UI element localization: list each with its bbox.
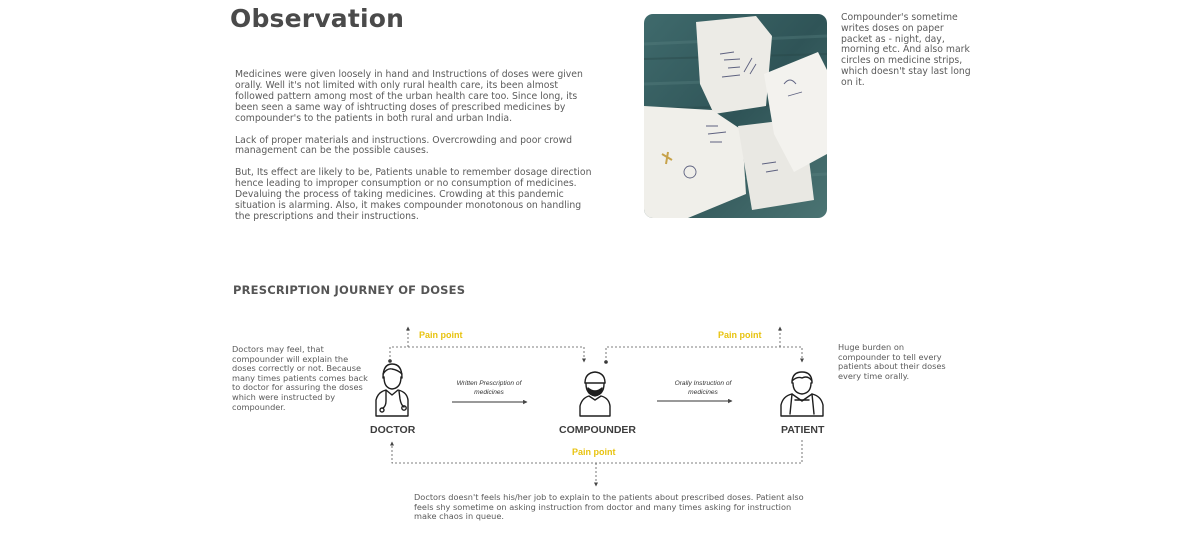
compounder-pain-note: Huge burden on compounder to tell every patients about their doses every time orally. <box>838 342 946 381</box>
observation-paragraph: But, Its effect are likely to be, Patients unable to remember dosage direction hence leading to improper consumption or no consumption of medicines. Devaluing the process of taking medicines. Crowding at this pandemic situation is alarming. Also, it makes compounder monotonous on handling the prescriptions and their instructions. <box>235 167 592 222</box>
role-label-patient: PATIENT <box>781 424 825 436</box>
observation-paragraph: Lack of proper materials and instructions. Overcrowding and poor crowd management can be the possible causes. <box>235 134 573 157</box>
flow-label-oral-instruction: Orally Instruction of <box>674 380 732 387</box>
section-title: PRESCRIPTION JOURNEY OF DOSES <box>233 283 466 297</box>
pain-point-label: Pain point <box>572 447 616 457</box>
flow-label-written-prescription: Written Prescription of <box>456 380 522 387</box>
pain-point-label: Pain point <box>718 330 762 340</box>
observation-paragraph: Medicines were given loosely in hand and Instructions of doses were given orally. Well it's not limited with only rural health care, its been almost followed pattern among most of the urban health care too. Since long, its been seen a same way of ishtructing doses of prescribed medicines by compounder's to the patients in both rural and urban India. <box>235 69 583 124</box>
role-label-doctor: DOCTOR <box>370 424 416 436</box>
compounder-icon <box>580 372 610 416</box>
pain-point-label: Pain point <box>419 330 463 340</box>
doctor-icon <box>376 364 408 416</box>
patient-icon <box>781 372 823 416</box>
pain-loop-doctor-compounder <box>388 327 584 363</box>
pain-loop-compounder-patient <box>604 327 802 364</box>
flow-label-written-prescription: medicines <box>474 389 504 396</box>
page-title: Observation <box>230 4 405 33</box>
patient-doctor-pain-note: Doctors doesn't feels his/her job to explain to the patients about prescribed doses. Patient also feels shy sometime on asking instruction from doctor and many times asking for instruction make chaos in queue. <box>414 492 804 522</box>
photo-note: Compounder's sometime writes doses on paper packet as - night, day, morning etc. And also mark circles on medicine strips, which doesn't stay last long on it. <box>841 12 971 88</box>
role-label-compounder: COMPOUNDER <box>559 424 637 436</box>
doctor-pain-note: Doctors may feel, that compounder will explain the doses correctly or not. Because many times patients comes back to doctor for assuring the doses which were instructed by compounder. <box>232 344 368 412</box>
flow-label-oral-instruction: medicines <box>688 389 718 396</box>
